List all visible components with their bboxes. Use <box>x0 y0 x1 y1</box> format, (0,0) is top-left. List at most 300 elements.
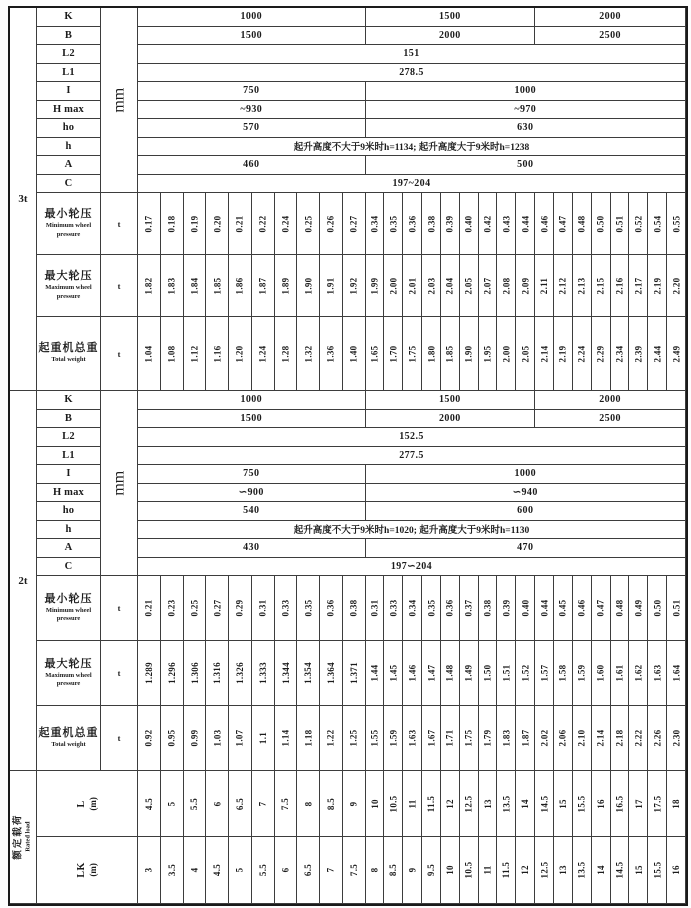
span-value-cell <box>573 771 592 837</box>
data-value: 1.25 <box>348 729 359 747</box>
data-cell <box>320 641 343 706</box>
dim-value-cell-K <box>138 391 366 410</box>
data-cell <box>441 193 460 255</box>
data-value: 1.52 <box>520 664 531 682</box>
dim-value-cell-h <box>138 138 686 157</box>
data-cell <box>366 317 385 391</box>
rated-load-label-en: Rated load <box>24 821 32 853</box>
data-cell <box>320 193 343 255</box>
data-value: 1.04 <box>143 345 154 362</box>
span-value-cell <box>366 771 385 837</box>
data-value: 1.91 <box>325 277 336 294</box>
data-cell <box>479 706 498 771</box>
data-value: 0.33 <box>388 599 399 617</box>
data-row-label-zh: 起重机总重 <box>38 726 99 739</box>
data-cell <box>422 641 441 706</box>
data-value: 0.18 <box>166 215 177 232</box>
data-value: 1.51 <box>501 664 512 682</box>
data-value: 1.344 <box>280 662 291 684</box>
dim-value-Hmax: ∽940 <box>512 486 538 498</box>
dim-value-cell-B <box>138 410 366 429</box>
dim-label-L1: L1 <box>62 449 75 461</box>
span-value-cell <box>497 771 516 837</box>
data-value: 2.16 <box>614 277 625 294</box>
span-value-cell <box>252 771 275 837</box>
data-value: 0.95 <box>166 729 177 747</box>
dim-row-C <box>37 558 101 577</box>
data-cell <box>320 255 343 317</box>
data-cell <box>252 576 275 641</box>
data-cell <box>667 576 686 641</box>
data-cell <box>206 641 229 706</box>
data-value: 1.82 <box>143 277 154 294</box>
crane-spec-table <box>8 6 688 906</box>
data-cell <box>384 193 403 255</box>
dim-label-A: A <box>64 159 73 171</box>
span-value-cell <box>422 771 441 837</box>
data-cell <box>516 641 535 706</box>
span-value-cell <box>535 837 554 904</box>
span-value: 11 <box>407 798 418 809</box>
data-value: 2.11 <box>539 277 550 294</box>
data-value: 0.29 <box>234 599 245 617</box>
data-cell <box>441 641 460 706</box>
data-value: 1.03 <box>212 729 223 747</box>
data-cell <box>441 576 460 641</box>
data-value: 1.48 <box>444 664 455 682</box>
span-value: 4.5 <box>212 863 223 877</box>
data-value: 1.28 <box>280 345 291 362</box>
data-cell <box>497 641 516 706</box>
dim-value-h-note: 起升高度不大于9米时h=1134; 起升高度大于9米时h=1238 <box>293 143 530 154</box>
unit-t-label: t <box>117 280 121 291</box>
data-cell <box>573 193 592 255</box>
dim-value-cell-K <box>366 391 536 410</box>
dim-value-cell-L1 <box>138 447 686 466</box>
data-cell <box>229 317 252 391</box>
data-value: 1.75 <box>463 729 474 747</box>
data-value: 0.34 <box>407 599 418 617</box>
section-cell-2t <box>10 391 37 771</box>
data-value: 1.55 <box>369 729 380 747</box>
dim-value-cell-B <box>535 410 686 429</box>
data-cell <box>206 255 229 317</box>
unit-t-cell <box>101 317 138 391</box>
data-value: 1.62 <box>633 664 644 682</box>
data-cell <box>460 706 479 771</box>
dim-label-C: C <box>64 560 73 572</box>
unit-t-label: t <box>117 218 121 229</box>
data-value: 1.83 <box>166 277 177 294</box>
data-cell <box>611 317 630 391</box>
dim-value-Hmax: ~970 <box>514 103 537 115</box>
data-value: 0.36 <box>407 215 418 232</box>
dim-value-cell-A <box>138 156 366 175</box>
dim-value-cell-I <box>138 82 366 101</box>
span-row-label: L <box>76 799 88 808</box>
data-value: 0.50 <box>652 599 663 617</box>
data-cell <box>161 317 184 391</box>
span-value-cell <box>206 771 229 837</box>
data-cell <box>516 317 535 391</box>
unit-t-label: t <box>117 733 121 743</box>
data-cell <box>297 255 320 317</box>
data-cell <box>252 193 275 255</box>
data-value: 1.326 <box>234 662 245 684</box>
data-cell <box>343 706 366 771</box>
span-value: 9 <box>407 867 418 873</box>
dim-label-B: B <box>64 412 73 424</box>
section-label-2t: 2t <box>18 574 28 587</box>
data-value: 1.60 <box>595 664 606 682</box>
dim-label-L1: L1 <box>62 66 75 78</box>
data-value: 2.44 <box>652 345 663 362</box>
span-value: 3.5 <box>166 863 177 877</box>
dim-value-L1: 278.5 <box>399 66 424 78</box>
data-cell <box>667 641 686 706</box>
span-value: 14.5 <box>614 861 625 879</box>
data-cell <box>229 706 252 771</box>
data-value: 0.36 <box>325 599 336 617</box>
dim-row-B <box>37 410 101 429</box>
data-value: 1.36 <box>325 345 336 362</box>
data-cell <box>275 317 298 391</box>
data-row-label-cell <box>37 193 101 255</box>
data-value: 0.39 <box>501 599 512 617</box>
data-cell <box>320 706 343 771</box>
dim-row-I <box>37 82 101 101</box>
dim-label-K: K <box>64 394 73 406</box>
data-cell <box>535 706 554 771</box>
span-value: 9.5 <box>425 863 436 877</box>
data-cell <box>497 255 516 317</box>
span-row-unit: (m) <box>87 863 98 877</box>
data-value: 1.71 <box>444 729 455 747</box>
dim-value-I: 1000 <box>514 468 537 480</box>
span-value: 15 <box>557 798 568 809</box>
span-value: 14 <box>520 798 531 809</box>
data-value: 0.46 <box>576 599 587 617</box>
span-value-cell <box>320 837 343 904</box>
dim-value-cell-K <box>138 8 366 27</box>
data-value: 1.296 <box>166 662 177 684</box>
span-value-cell <box>275 771 298 837</box>
data-value: 1.12 <box>189 345 200 362</box>
data-value: 0.51 <box>671 599 682 617</box>
data-cell <box>184 317 207 391</box>
data-cell <box>648 317 667 391</box>
data-cell <box>629 706 648 771</box>
data-value: 1.84 <box>189 277 200 294</box>
rated-load-block <box>13 814 32 860</box>
dim-value-A: 500 <box>517 159 534 171</box>
data-cell <box>275 706 298 771</box>
section-cell-3t <box>10 8 37 391</box>
data-cell <box>138 576 161 641</box>
data-cell <box>554 255 573 317</box>
data-cell <box>384 641 403 706</box>
data-value: 2.20 <box>671 277 682 294</box>
data-value: 0.45 <box>557 599 568 617</box>
data-value: 1.18 <box>303 729 314 747</box>
data-value: 2.05 <box>463 277 474 294</box>
data-cell <box>403 193 422 255</box>
data-cell <box>592 641 611 706</box>
data-value: 2.19 <box>557 345 568 362</box>
data-value: 2.00 <box>501 345 512 362</box>
data-value: 1.79 <box>482 729 493 747</box>
dim-label-K: K <box>64 11 73 23</box>
data-value: 2.14 <box>539 345 550 362</box>
data-cell <box>384 317 403 391</box>
dim-row-Hmax <box>37 484 101 503</box>
span-value-cell <box>384 837 403 904</box>
data-cell <box>611 706 630 771</box>
dim-value-cell-h <box>138 521 686 540</box>
data-value: 0.26 <box>325 215 336 232</box>
data-cell <box>516 255 535 317</box>
span-value: 12.5 <box>463 795 474 812</box>
data-value: 2.17 <box>633 277 644 294</box>
data-value: 0.44 <box>520 215 531 232</box>
span-value-cell <box>252 837 275 904</box>
dim-label-A: A <box>64 542 73 554</box>
dim-row-L2 <box>37 428 101 447</box>
data-row-label-en: Total weight <box>51 356 86 364</box>
data-cell <box>535 193 554 255</box>
data-cell <box>343 255 366 317</box>
data-cell <box>422 576 441 641</box>
data-cell <box>297 317 320 391</box>
data-value: 2.18 <box>614 729 625 747</box>
data-cell <box>252 255 275 317</box>
data-value: 2.06 <box>557 729 568 747</box>
data-value: 1.16 <box>212 345 223 362</box>
dim-value-C: 197~204 <box>392 177 431 189</box>
data-cell <box>479 317 498 391</box>
span-value-cell <box>592 837 611 904</box>
data-cell <box>343 576 366 641</box>
dim-value-K: 1000 <box>240 394 263 406</box>
span-value-cell <box>573 837 592 904</box>
unit-mm-cell-2t <box>101 391 138 576</box>
dim-row-Hmax <box>37 101 101 120</box>
data-value: 2.00 <box>388 277 399 294</box>
data-value: 0.43 <box>501 215 512 232</box>
data-value: 1.371 <box>348 662 359 684</box>
span-value: 17 <box>633 798 644 809</box>
data-cell <box>497 193 516 255</box>
data-row-label-en: Maximum wheel pressure <box>45 671 92 688</box>
data-value: 0.33 <box>280 599 291 617</box>
span-value-cell <box>554 771 573 837</box>
data-value: 1.95 <box>482 345 493 362</box>
dim-value-A: 470 <box>517 542 534 554</box>
dim-value-ho: 600 <box>517 505 534 517</box>
data-cell <box>667 255 686 317</box>
span-row-label-block <box>76 862 98 877</box>
rated-load-group-cell <box>10 771 37 904</box>
data-cell <box>535 255 554 317</box>
span-value: 14.5 <box>539 795 550 812</box>
span-value-cell <box>611 771 630 837</box>
dim-label-L2: L2 <box>62 431 75 443</box>
data-value: 0.19 <box>189 215 200 232</box>
dim-value-A: 460 <box>243 159 260 171</box>
dim-value-K: 1500 <box>439 394 461 406</box>
data-cell <box>629 641 648 706</box>
data-value: 2.15 <box>595 277 606 294</box>
data-cell <box>535 576 554 641</box>
data-cell <box>403 255 422 317</box>
data-cell <box>516 576 535 641</box>
dim-row-L2 <box>37 45 101 64</box>
data-cell <box>592 193 611 255</box>
dim-label-I: I <box>66 468 71 480</box>
data-cell <box>184 193 207 255</box>
data-cell <box>161 255 184 317</box>
span-value-cell <box>629 837 648 904</box>
dim-value-cell-Hmax <box>366 484 687 503</box>
data-value: 0.20 <box>212 215 223 232</box>
data-value: 0.27 <box>212 599 223 617</box>
data-value: 0.34 <box>369 215 380 232</box>
dim-value-L2: 152.5 <box>399 431 424 443</box>
data-row-label-cell <box>37 255 101 317</box>
span-value-cell <box>138 837 161 904</box>
dim-value-cell-Hmax <box>366 101 687 120</box>
unit-mm-cell-3t <box>101 8 138 193</box>
data-row-label-en: Maximum wheel pressure <box>45 284 92 300</box>
data-cell <box>366 706 385 771</box>
data-value: 1.75 <box>407 345 418 362</box>
data-value: 0.40 <box>520 599 531 617</box>
data-cell <box>403 317 422 391</box>
dim-label-h: h <box>65 140 72 152</box>
span-value: 15 <box>633 865 644 875</box>
dim-label-I: I <box>66 85 71 97</box>
dim-value-L2: 151 <box>403 48 420 60</box>
data-value: 1.316 <box>212 662 223 684</box>
dim-value-B: 2500 <box>599 412 621 424</box>
data-cell <box>343 641 366 706</box>
span-value-cell <box>592 771 611 837</box>
span-value: 16 <box>595 798 606 809</box>
span-row-label: LK <box>76 862 88 878</box>
dim-label-ho: ho <box>62 505 75 517</box>
data-value: 0.38 <box>425 215 436 232</box>
unit-t-cell <box>101 641 138 706</box>
data-value: 0.22 <box>257 215 268 232</box>
data-value: 1.364 <box>325 662 336 684</box>
data-value: 1.333 <box>257 662 268 684</box>
span-value-cell <box>297 771 320 837</box>
span-value: 8.5 <box>325 797 336 810</box>
data-row-label-zh: 最小轮压 <box>44 592 93 605</box>
data-cell <box>161 641 184 706</box>
span-value: 8 <box>369 867 380 873</box>
data-value: 2.01 <box>407 277 418 294</box>
data-value: 0.17 <box>143 215 154 232</box>
span-value: 11.5 <box>501 861 512 879</box>
data-cell <box>138 255 161 317</box>
data-cell <box>403 641 422 706</box>
data-value: 1.63 <box>407 729 418 747</box>
data-cell <box>403 576 422 641</box>
data-cell <box>497 317 516 391</box>
span-value: 13.5 <box>501 795 512 812</box>
dim-value-B: 1500 <box>240 29 263 41</box>
dim-value-B: 1500 <box>240 412 263 424</box>
span-value-cell <box>497 837 516 904</box>
data-cell <box>343 317 366 391</box>
span-value-cell <box>297 837 320 904</box>
dim-value-cell-K <box>535 391 686 410</box>
data-cell <box>592 576 611 641</box>
dim-value-cell-ho <box>366 502 687 521</box>
span-value: 6.5 <box>303 863 314 877</box>
dim-value-cell-I <box>138 465 366 484</box>
data-cell <box>206 576 229 641</box>
dim-value-cell-B <box>366 410 536 429</box>
unit-t-label: t <box>117 603 121 613</box>
span-value-cell <box>648 837 667 904</box>
data-value: 2.29 <box>595 345 606 362</box>
dim-value-cell-I <box>366 82 687 101</box>
data-value: 0.49 <box>633 599 644 617</box>
span-value: 17.5 <box>652 795 663 812</box>
data-cell <box>138 706 161 771</box>
data-cell <box>229 193 252 255</box>
data-value: 2.26 <box>652 729 663 747</box>
data-value: 0.35 <box>388 215 399 232</box>
data-cell <box>403 706 422 771</box>
data-cell <box>497 706 516 771</box>
data-value: 1.70 <box>388 345 399 362</box>
span-value-cell <box>384 771 403 837</box>
dim-row-A <box>37 156 101 175</box>
data-value: 0.48 <box>576 215 587 232</box>
dim-value-Hmax: ~930 <box>240 103 263 115</box>
data-cell <box>275 576 298 641</box>
data-cell <box>535 317 554 391</box>
data-value: 2.05 <box>520 345 531 362</box>
data-cell <box>229 255 252 317</box>
dim-value-cell-A <box>366 156 687 175</box>
data-cell <box>667 193 686 255</box>
dim-row-h <box>37 138 101 157</box>
dim-value-K: 2000 <box>599 11 621 23</box>
data-value: 2.04 <box>444 277 455 294</box>
span-value: 16 <box>671 865 682 875</box>
data-value: 1.40 <box>348 345 359 362</box>
data-row-label-zh: 最大轮压 <box>44 270 93 283</box>
dim-value-cell-B <box>366 27 536 46</box>
span-value-cell <box>667 771 686 837</box>
span-value-cell <box>422 837 441 904</box>
data-cell <box>320 317 343 391</box>
data-cell <box>573 641 592 706</box>
data-cell <box>229 576 252 641</box>
span-value-cell <box>184 771 207 837</box>
span-value-cell <box>275 837 298 904</box>
data-cell <box>667 706 686 771</box>
data-cell <box>611 641 630 706</box>
data-cell <box>441 317 460 391</box>
data-cell <box>460 576 479 641</box>
data-value: 0.31 <box>257 599 268 617</box>
data-value: 2.34 <box>614 345 625 362</box>
